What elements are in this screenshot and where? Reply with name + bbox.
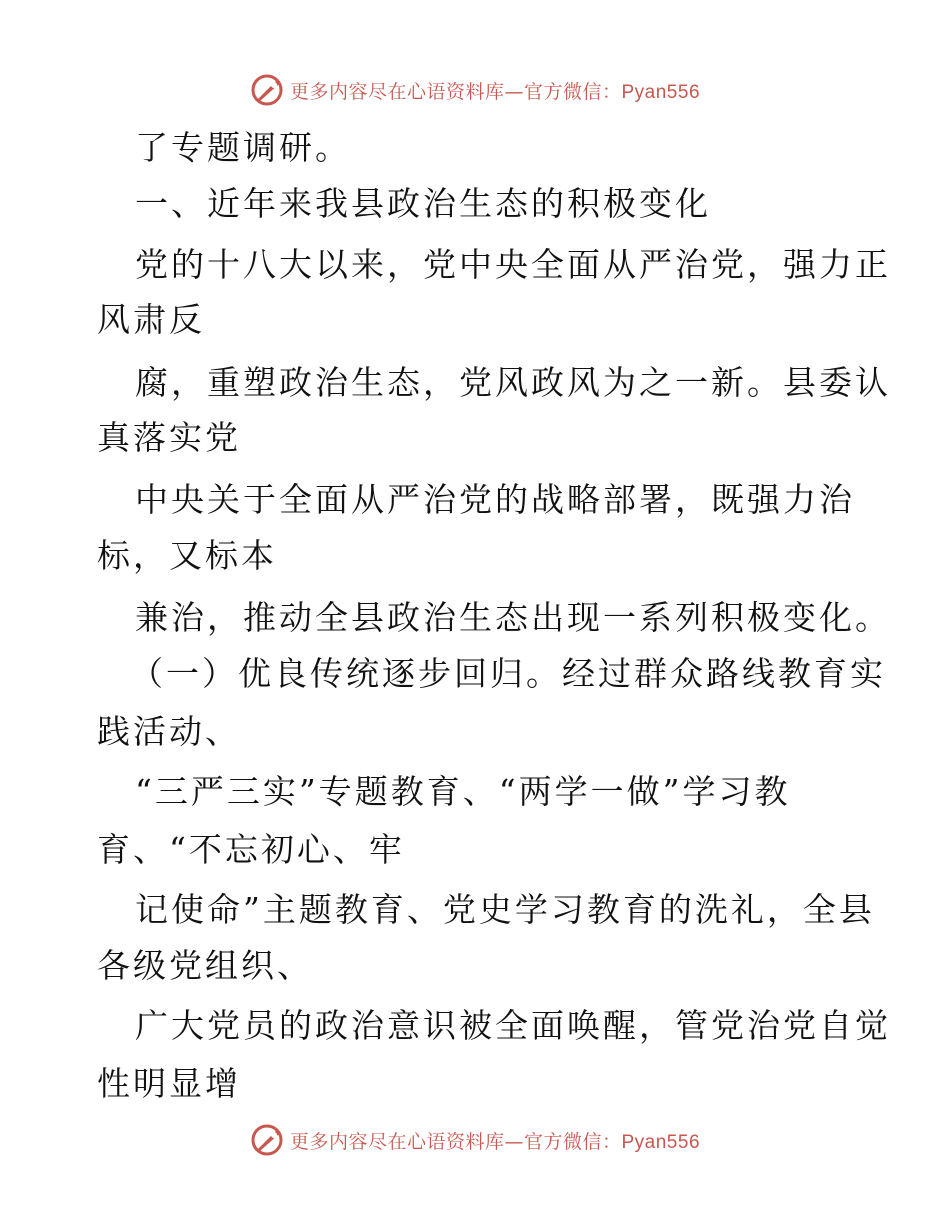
text-line: 各级党组织、	[97, 946, 313, 985]
watermark-text: 更多内容尽在心语资料库—官方微信：Pyan556	[289, 1130, 701, 1153]
footer-watermark	[0, 1120, 950, 1160]
header-watermark	[0, 70, 950, 110]
text-line: 了专题调研。	[135, 128, 351, 167]
text-line: 腐，重塑政治生态，党风政风为之一新。县委认	[135, 363, 891, 402]
text-line: 广大党员的政治意识被全面唤醒，管党治党自觉	[135, 1006, 891, 1045]
text-line: 真落实党	[97, 418, 241, 457]
text-line: 记使命”主题教育、党史学习教育的洗礼，全县	[135, 890, 875, 929]
text-line: 践活动、	[97, 712, 241, 751]
text-line: 性明显增	[97, 1064, 241, 1103]
text-line: “三严三实”专题教育、“两学一做”学习教	[135, 772, 791, 811]
subsection-heading: （一）优良传统逐步回归。经过群众路线教育实	[130, 654, 886, 693]
text-line: 兼治，推动全县政治生态出现一系列积极变化。	[135, 598, 891, 637]
section-heading: 一、近年来我县政治生态的积极变化	[135, 184, 711, 223]
text-line: 标，又标本	[97, 536, 277, 575]
watermark-text: 更多内容尽在心语资料库—官方微信：Pyan556	[289, 80, 701, 103]
quill-circle-logo-icon	[250, 1123, 284, 1157]
text-line: 育、“不忘初心、牢	[97, 830, 405, 869]
quill-circle-logo-icon	[250, 73, 284, 107]
text-line: 党的十八大以来，党中央全面从严治党，强力正	[135, 245, 891, 284]
text-line: 风肃反	[97, 300, 205, 339]
text-line: 中央关于全面从严治党的战略部署，既强力治	[135, 480, 855, 519]
